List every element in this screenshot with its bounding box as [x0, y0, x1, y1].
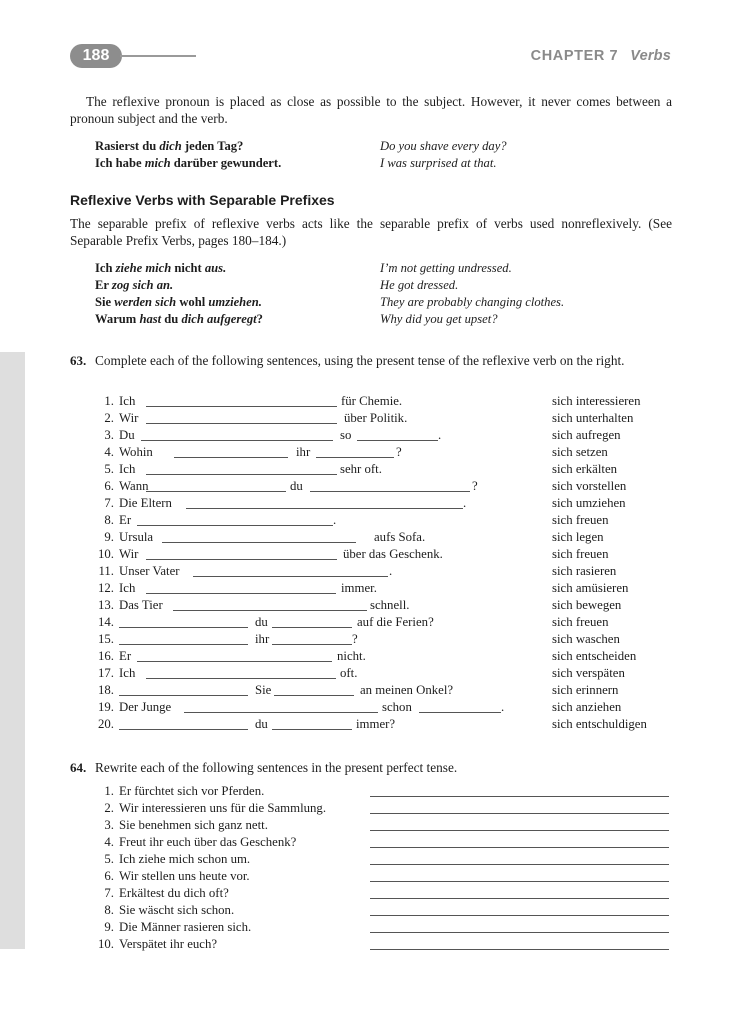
intro-text: The reflexive pronoun is placed as close as possible to the subject. However, it never comes between a pronoun subject and the verb. — [70, 94, 672, 126]
exercise-64-item — [0, 800, 737, 817]
sentence-fragment: Ursula — [119, 530, 154, 544]
example-text-run: umziehen. — [208, 295, 262, 309]
reflexive-verb-hint: sich freuen — [552, 615, 609, 629]
sentence-fragment: Unser Vater — [119, 564, 180, 578]
answer-blank[interactable] — [357, 440, 438, 441]
reflexive-verb-hint: sich legen — [552, 530, 604, 544]
reflexive-verb-hint: sich amüsieren — [552, 581, 629, 595]
answer-blank[interactable] — [146, 491, 286, 492]
sentence-fragment: Du — [119, 428, 135, 442]
reflexive-verb-hint: sich bewegen — [552, 598, 622, 612]
intro-example-de — [95, 155, 281, 172]
reflexive-verb-hint: sich aufregen — [552, 428, 621, 442]
sentence-fragment: über das Geschenk. — [343, 547, 443, 561]
answer-blank[interactable] — [272, 644, 352, 645]
item-number: 8. — [104, 513, 114, 527]
item-number: 3. — [104, 428, 114, 442]
sentence-fragment: ihr — [255, 632, 270, 646]
exercise-63-item — [0, 393, 737, 410]
section-example-de — [95, 260, 226, 277]
item-number: 13. — [98, 598, 114, 612]
reflexive-verb-hint: sich vorstellen — [552, 479, 627, 493]
exercise-64-item — [0, 783, 737, 800]
sentence-fragment: Ich — [119, 666, 136, 680]
example-text-run: dich aufgeregt — [181, 312, 257, 326]
item-number: 1. — [104, 784, 114, 798]
answer-line[interactable] — [370, 864, 669, 865]
example-text-run: wohl — [176, 295, 209, 309]
reflexive-verb-hint: sich rasieren — [552, 564, 617, 578]
section-heading: Reflexive Verbs with Separable Prefixes — [70, 192, 335, 208]
sentence-fragment: Der Junge — [119, 700, 172, 714]
sentence-to-rewrite: Wir interessieren uns für die Sammlung. — [119, 801, 327, 815]
exercise-63-number: 63. — [70, 353, 87, 368]
item-number: 6. — [104, 479, 114, 493]
section-example-de — [95, 311, 263, 328]
sentence-fragment: Wir — [119, 411, 139, 425]
exercise-64-item — [0, 885, 737, 902]
exercise-64-number: 64. — [70, 760, 87, 775]
exercise-63-item — [0, 614, 737, 631]
exercise-63-item — [0, 495, 737, 512]
answer-blank[interactable] — [146, 559, 337, 560]
page-header — [0, 0, 737, 70]
section-example-en: They are probably changing clothes. — [380, 295, 565, 309]
example-text-run: Er — [95, 278, 112, 292]
answer-line[interactable] — [370, 932, 669, 933]
sentence-fragment: du — [255, 615, 268, 629]
sentence-fragment: Ich — [119, 394, 136, 408]
answer-blank[interactable] — [146, 678, 336, 679]
exercise-63-item — [0, 597, 737, 614]
answer-blank[interactable] — [119, 695, 248, 696]
exercise-63-instruction: Complete each of the following sentences, using the present tense of the reflexive verb on the right. — [95, 353, 625, 368]
sentence-fragment: Das Tier — [119, 598, 163, 612]
answer-blank[interactable] — [310, 491, 470, 492]
answer-blank[interactable] — [137, 661, 332, 662]
item-number: 9. — [104, 920, 114, 934]
answer-blank[interactable] — [146, 593, 336, 594]
example-text-run: nicht — [171, 261, 205, 275]
sentence-fragment: ? — [472, 479, 478, 493]
reflexive-verb-hint: sich entschuldigen — [552, 717, 647, 731]
answer-blank[interactable] — [146, 406, 337, 407]
reflexive-verb-hint: sich freuen — [552, 547, 609, 561]
item-number: 2. — [104, 801, 114, 815]
example-text-run: werden sich — [114, 295, 177, 309]
answer-line[interactable] — [370, 898, 669, 899]
answer-blank[interactable] — [137, 525, 333, 526]
section-example-de — [95, 294, 262, 311]
sentence-fragment: aufs Sofa. — [374, 530, 426, 544]
sentence-fragment: nicht. — [337, 649, 366, 663]
reflexive-verb-hint: sich freuen — [552, 513, 609, 527]
item-number: 19. — [98, 700, 114, 714]
answer-blank[interactable] — [316, 457, 394, 458]
item-number: 10. — [98, 547, 114, 561]
item-number: 8. — [104, 903, 114, 917]
sentence-to-rewrite: Erkältest du dich oft? — [119, 886, 229, 900]
answer-blank[interactable] — [184, 712, 378, 713]
example-text-run: du — [161, 312, 182, 326]
reflexive-verb-hint: sich waschen — [552, 632, 620, 646]
sentence-fragment: Ich — [119, 581, 136, 595]
answer-blank[interactable] — [146, 423, 337, 424]
sentence-fragment: sehr oft. — [340, 462, 382, 476]
section-example-en: Why did you get upset? — [380, 312, 498, 326]
item-number: 16. — [98, 649, 114, 663]
example-text-run: Ich habe — [95, 156, 145, 170]
item-number: 20. — [98, 717, 114, 731]
exercise-63-item — [0, 529, 737, 546]
sentence-fragment: du — [290, 479, 303, 493]
section-paragraph: The separable prefix of reflexive verbs acts like the separable prefix of verbs used nonreflexively. (See Separable Prefix Verbs, pages 180–184.) — [70, 216, 672, 248]
section-example-en: I’m not getting undressed. — [380, 261, 512, 275]
reflexive-verb-hint: sich verspäten — [552, 666, 625, 680]
intro-example-en: I was surprised at that. — [380, 156, 497, 170]
item-number: 5. — [104, 462, 114, 476]
exercise-63-item — [0, 461, 737, 478]
item-number: 7. — [104, 886, 114, 900]
example-text-run: Ich — [95, 261, 116, 275]
sentence-fragment: . — [389, 564, 393, 578]
sentence-fragment: du — [255, 717, 268, 731]
sentence-fragment: . — [333, 513, 337, 527]
sentence-fragment: Wann — [119, 479, 149, 493]
item-number: 6. — [104, 869, 114, 883]
item-number: 18. — [98, 683, 114, 697]
exercise-64-item — [0, 936, 737, 953]
answer-line[interactable] — [370, 813, 669, 814]
answer-blank[interactable] — [274, 695, 354, 696]
intro-paragraph — [70, 93, 672, 127]
exercise-63-item — [0, 648, 737, 665]
exercise-63-item — [0, 665, 737, 682]
sentence-fragment: . — [438, 428, 442, 442]
item-number: 5. — [104, 852, 114, 866]
example-text-run: zog sich an. — [111, 278, 174, 292]
sentence-fragment: Wir — [119, 547, 139, 561]
reflexive-verb-hint: sich setzen — [552, 445, 608, 459]
item-number: 3. — [104, 818, 114, 832]
answer-line[interactable] — [370, 830, 669, 831]
section-example-de — [95, 277, 173, 294]
answer-blank[interactable] — [186, 508, 463, 509]
exercise-63-item — [0, 444, 737, 461]
sentence-fragment: . — [463, 496, 467, 510]
item-number: 14. — [98, 615, 114, 629]
item-number: 12. — [98, 581, 114, 595]
answer-line[interactable] — [370, 915, 669, 916]
sentence-to-rewrite: Sie benehmen sich ganz nett. — [119, 818, 268, 832]
item-number: 9. — [104, 530, 114, 544]
intro-example-en: Do you shave every day? — [380, 139, 507, 153]
sentence-fragment: an meinen Onkel? — [360, 683, 454, 697]
exercise-63-item — [0, 716, 737, 733]
sentence-to-rewrite: Ich ziehe mich schon um. — [119, 852, 251, 866]
answer-blank[interactable] — [119, 644, 248, 645]
section-example-en: He got dressed. — [380, 278, 459, 292]
exercise-64-item — [0, 868, 737, 885]
sentence-to-rewrite: Wir stellen uns heute vor. — [119, 869, 250, 883]
answer-line[interactable] — [370, 847, 669, 848]
exercise-64-item — [0, 919, 737, 936]
sentence-to-rewrite: Sie wäscht sich schon. — [119, 903, 235, 917]
example-text-run: ? — [256, 312, 263, 326]
reflexive-verb-hint: sich umziehen — [552, 496, 626, 510]
sentence-fragment: Die Eltern — [119, 496, 172, 510]
sentence-to-rewrite: Er fürchtet sich vor Pferden. — [119, 784, 265, 798]
example-text-run: Sie — [95, 295, 115, 309]
sentence-fragment: schnell. — [370, 598, 410, 612]
sentence-fragment: immer? — [356, 717, 396, 731]
item-number: 4. — [104, 445, 114, 459]
exercise-63-item — [0, 563, 737, 580]
answer-blank[interactable] — [419, 712, 501, 713]
item-number: 15. — [98, 632, 114, 646]
example-text-run: Warum — [95, 312, 140, 326]
exercise-63-item — [0, 410, 737, 427]
reflexive-verb-hint: sich anziehen — [552, 700, 622, 714]
exercise-64-item — [0, 902, 737, 919]
answer-line[interactable] — [370, 881, 669, 882]
exercise-64-item — [0, 851, 737, 868]
exercise-63-item — [0, 478, 737, 495]
sentence-fragment: immer. — [341, 581, 377, 595]
item-number: 17. — [98, 666, 114, 680]
sentence-fragment: schon — [382, 700, 412, 714]
item-number: 4. — [104, 835, 114, 849]
chapter-label: CHAPTER 7 — [530, 48, 619, 64]
item-number: 11. — [98, 564, 114, 578]
exercise-63-item — [0, 631, 737, 648]
sentence-fragment: Ich — [119, 462, 136, 476]
running-head — [531, 48, 671, 64]
example-text-run: ziehe mich — [115, 261, 172, 275]
item-number: 2. — [104, 411, 114, 425]
sentence-fragment: auf die Ferien? — [357, 615, 434, 629]
sentence-fragment: so — [340, 428, 352, 442]
answer-line[interactable] — [370, 949, 669, 950]
exercise-63-item — [0, 427, 737, 444]
example-text-run: jeden Tag? — [181, 139, 244, 153]
sentence-to-rewrite: Die Männer rasieren sich. — [119, 920, 252, 934]
page-number-badge: 188 — [70, 44, 122, 68]
exercise-63-item — [0, 699, 737, 716]
answer-blank[interactable] — [193, 576, 388, 577]
answer-blank[interactable] — [272, 729, 352, 730]
sentence-fragment: für Chemie. — [341, 394, 403, 408]
answer-blank[interactable] — [174, 457, 288, 458]
header-rule — [120, 55, 196, 57]
exercise-64-item — [0, 834, 737, 851]
example-text-run: mich — [144, 156, 171, 170]
sentence-fragment: Er — [119, 513, 132, 527]
chapter-title: Verbs — [630, 48, 671, 64]
reflexive-verb-hint: sich interessieren — [552, 394, 641, 408]
exercise-63-item — [0, 546, 737, 563]
sentence-fragment: oft. — [340, 666, 358, 680]
exercise-64-item — [0, 817, 737, 834]
exercise-64-instruction: Rewrite each of the following sentences in the present perfect tense. — [95, 760, 458, 775]
sentence-fragment: Wohin — [119, 445, 153, 459]
sentence-fragment: . — [501, 700, 505, 714]
sentence-to-rewrite: Verspätet ihr euch? — [119, 937, 218, 951]
exercise-63-item — [0, 682, 737, 699]
sentence-fragment: ? — [396, 445, 402, 459]
answer-blank[interactable] — [146, 474, 337, 475]
answer-blank[interactable] — [119, 627, 248, 628]
sentence-fragment: ihr — [296, 445, 311, 459]
example-text-run: hast — [139, 312, 162, 326]
item-number: 10. — [98, 937, 114, 951]
reflexive-verb-hint: sich unterhalten — [552, 411, 634, 425]
item-number: 7. — [104, 496, 114, 510]
example-text-run: darüber gewundert. — [170, 156, 282, 170]
intro-example-de — [95, 138, 243, 155]
example-text-run: dich — [159, 139, 182, 153]
answer-blank[interactable] — [173, 610, 367, 611]
sentence-fragment: ? — [352, 632, 358, 646]
answer-blank[interactable] — [272, 627, 352, 628]
answer-blank[interactable] — [119, 729, 248, 730]
example-text-run: Rasierst du — [95, 139, 160, 153]
item-number: 1. — [104, 394, 114, 408]
sentence-fragment: Er — [119, 649, 132, 663]
exercise-63-item — [0, 580, 737, 597]
answer-line[interactable] — [370, 796, 669, 797]
reflexive-verb-hint: sich erinnern — [552, 683, 619, 697]
sentence-fragment: Sie — [255, 683, 272, 697]
reflexive-verb-hint: sich entscheiden — [552, 649, 637, 663]
example-text-run: aus. — [204, 261, 227, 275]
reflexive-verb-hint: sich erkälten — [552, 462, 618, 476]
sentence-fragment: über Politik. — [344, 411, 408, 425]
answer-blank[interactable] — [162, 542, 356, 543]
answer-blank[interactable] — [141, 440, 333, 441]
sentence-to-rewrite: Freut ihr euch über das Geschenk? — [119, 835, 297, 849]
exercise-63-item — [0, 512, 737, 529]
